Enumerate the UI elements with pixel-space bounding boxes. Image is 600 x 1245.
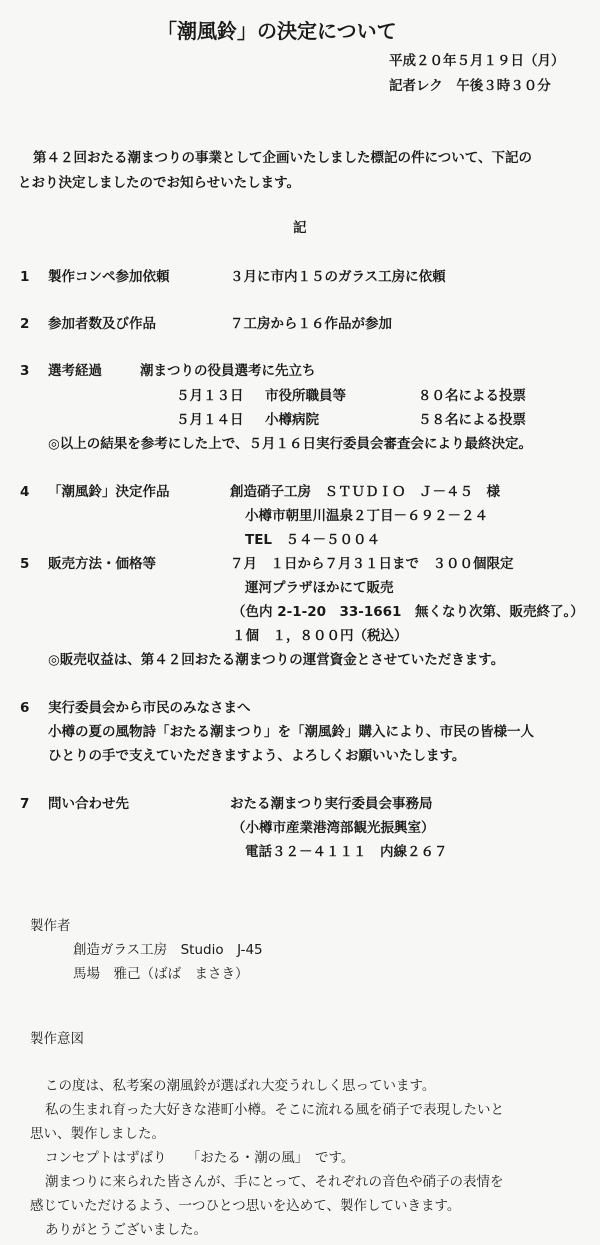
- vote-row-1-date: ５月１３日: [176, 388, 244, 404]
- intro-line-2: とおり決定しましたのでお知らせいたします。: [18, 175, 301, 191]
- item-5-number: 5: [20, 556, 30, 572]
- item-5-label: 販売方法・価格等: [48, 556, 156, 572]
- item-7-label: 問い合わせ先: [48, 796, 129, 812]
- sale-price: １個 １，８００円（税込）: [232, 628, 408, 644]
- vote-row-2-place: 小樽病院: [265, 412, 319, 428]
- maker-heading: 製作者: [30, 918, 71, 934]
- item-7-number: 7: [20, 796, 30, 812]
- intent-heading: 製作意図: [30, 1031, 84, 1047]
- item-4-number: 4: [20, 484, 30, 500]
- vote-row-2-date: ５月１４日: [176, 412, 244, 428]
- item-6-number: 6: [20, 700, 30, 716]
- press-time: 記者レク 午後３時３０分: [389, 78, 551, 94]
- intro-line-1: 第４２回おたる潮まつりの事業として企画いたしました標記の件について、下記の: [33, 150, 532, 166]
- selection-note: ◎以上の結果を参考にした上で、５月１６日実行委員会審査会により最終決定。: [48, 436, 533, 452]
- winner-tel: TEL ５４－５００４: [245, 532, 381, 548]
- item-1-label: 製作コンペ参加依頼: [48, 269, 170, 285]
- release-date: 平成２０年５月１９日（月）: [389, 53, 565, 69]
- sale-period: ７月 １日から７月３１日まで ３００個限定: [230, 556, 514, 572]
- intent-line: 潮まつりに来られた皆さんが、手にとって、それぞれの音色や硝子の表情を: [45, 1174, 504, 1190]
- message-line-1: 小樽の夏の風物詩「おたる潮まつり」を「潮風鈴」購入により、市民の皆様一人: [48, 724, 534, 740]
- maker-person: 馬場 雅己（ばば まさき）: [73, 966, 249, 982]
- sale-note: ◎販売収益は、第４２回おたる潮まつりの運営資金とさせていただきます。: [48, 652, 505, 668]
- document-title: 「潮風鈴」の決定について: [157, 19, 397, 43]
- item-2-value: ７工房から１６作品が参加: [230, 316, 392, 332]
- sale-contact: （色内 2-1-20 33-1661 無くなり次第、販売終了。）: [232, 604, 584, 620]
- item-3-value: 潮まつりの役員選考に先立ち: [140, 363, 316, 379]
- intent-line: コンセプトはずばり 「おたる・潮の風」 です。: [45, 1150, 355, 1166]
- contact-dept: （小樽市産業港湾部観光振興室）: [232, 820, 435, 836]
- ki-heading: 記: [293, 220, 307, 236]
- vote-row-1-votes: ８０名による投票: [418, 388, 526, 404]
- intent-line: 思い、製作しました。: [30, 1126, 165, 1142]
- winner-name: 創造硝子工房 ＳＴＵＤＩＯ Ｊ－４５ 様: [230, 484, 500, 500]
- intent-line: 私の生まれ育った大好きな港町小樽。そこに流れる風を硝子で表現したいと: [45, 1102, 504, 1118]
- vote-row-1-place: 市役所職員等: [265, 388, 346, 404]
- item-4-label: 「潮風鈴」決定作品: [48, 484, 170, 500]
- item-2-number: 2: [20, 316, 30, 332]
- item-1-number: 1: [20, 269, 30, 285]
- sale-place: 運河プラザほかにて販売: [245, 580, 394, 596]
- contact-phone: 電話３２－４１１１ 内線２６７: [245, 844, 448, 860]
- intent-line: 感じていただけるよう、一つひとつ思いを込めて、製作していきます。: [30, 1198, 461, 1214]
- vote-row-2-votes: ５８名による投票: [418, 412, 526, 428]
- item-1-value: ３月に市内１５のガラス工房に依頼: [230, 269, 446, 285]
- intent-line: この度は、私考案の潮風鈴が選ばれ大変うれしく思っています。: [45, 1078, 436, 1094]
- message-line-2: ひとりの手で支えていただきますよう、よろしくお願いいたします。: [48, 748, 466, 764]
- item-3-number: 3: [20, 363, 30, 379]
- item-3-label: 選考経過: [48, 363, 102, 379]
- item-2-label: 参加者数及び作品: [48, 316, 156, 332]
- maker-studio: 創造ガラス工房 Studio J-45: [73, 942, 263, 958]
- intent-line: ありがとうございました。: [45, 1222, 207, 1238]
- winner-address: 小樽市朝里川温泉２丁目－６９２－２４: [245, 508, 488, 524]
- contact-org: おたる潮まつり実行委員会事務局: [230, 796, 433, 812]
- item-6-label: 実行委員会から市民のみなさまへ: [48, 700, 251, 716]
